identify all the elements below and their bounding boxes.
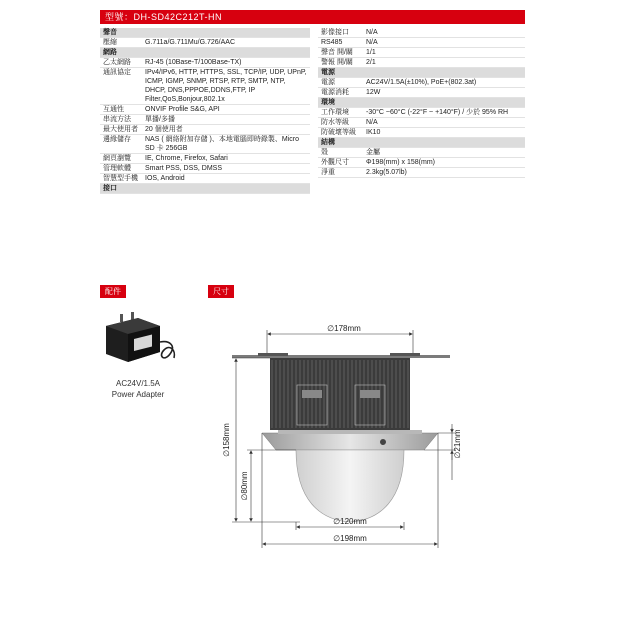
spec-value: 2/1	[366, 59, 376, 66]
spec-key: 工作環境	[321, 109, 349, 116]
section-label: 網路	[103, 49, 117, 56]
spec-key: 串流方法	[103, 116, 131, 123]
spec-value: AC24V/1.5A(±10%), PoE+(802.3at)	[366, 79, 477, 86]
spec-value: Φ198(mm) x 158(mm)	[366, 159, 435, 166]
spec-value: Smart PSS, DSS, DMSS	[145, 165, 223, 172]
spec-value: -30°C ~60°C (-22°F ~ +140°F) / 少於 95% RH	[366, 109, 509, 116]
dim-top-width: ∅178mm	[327, 324, 361, 333]
dimensions-tag: 尺寸	[208, 285, 234, 298]
dim-height: ∅158mm	[222, 423, 231, 457]
section-label: 結構	[321, 139, 335, 146]
spec-value: IOS, Android	[145, 175, 185, 182]
section-label: 環境	[321, 99, 335, 106]
spec-key: 警報 開/關	[321, 59, 353, 66]
spec-key: 互通性	[103, 106, 124, 113]
spec-key: RS485	[321, 39, 343, 46]
dim-dome-width: ∅120mm	[333, 517, 367, 526]
spec-value: 2.3kg(5.07lb)	[366, 169, 407, 176]
spec-key: 防破壞等級	[321, 129, 356, 136]
spec-key: 影像接口	[321, 29, 349, 36]
spec-value: N/A	[366, 29, 378, 36]
spec-value: G.711a/G.711Mu/G.726/AAC	[145, 39, 236, 46]
section-label: 電源	[321, 69, 335, 76]
spec-value: RJ-45 (10Base-T/100Base-TX)	[145, 59, 242, 66]
spec-value: 12W	[366, 89, 381, 96]
adapter-caption: AC24V/1.5A Power Adapter	[111, 379, 165, 399]
spec-value: N/A	[366, 39, 378, 46]
spec-value: 單播/多播	[145, 116, 175, 123]
dim-base-width: ∅198mm	[333, 534, 367, 543]
spec-value: IPv4/IPv6, HTTP, HTTPS, SSL, TCP/IP, UDP, UPnP, ICMP, IGMP, SNMP, RTSP, RTP, SMTP, NTP, DHCP, DNS,PPPOE,DDNS,FTP, IP Filter,QoS,Bonjour,802.1x	[145, 69, 307, 103]
spec-value: N/A	[366, 119, 378, 126]
spec-key: 通訊協定	[103, 69, 131, 76]
spec-key: 壓縮	[103, 39, 117, 46]
spec-key: 邊緣儲存	[103, 136, 131, 143]
spec-value: 20 個使用者	[145, 126, 183, 133]
spec-key: 乙太網路	[103, 59, 131, 66]
spec-key: 智慧型手機	[103, 175, 138, 182]
spec-value: NAS ( 網絡附加存儲 )、本地電腦即時錄製、Micro SD 卡 256GB	[145, 136, 299, 152]
spec-key: 防水等級	[321, 119, 349, 126]
spec-key: 外觀尺寸	[321, 159, 349, 166]
spec-value: 金屬	[366, 149, 380, 156]
spec-value: 1/1	[366, 49, 376, 56]
spec-key: 殼	[321, 149, 328, 156]
dim-dome-height: ∅80mm	[240, 471, 249, 501]
model-title: 型號：DH-SD42C212T-HN	[100, 10, 525, 24]
spec-key: 聲音 開/關	[321, 49, 353, 56]
spec-value: ONVIF Profile S&G, API	[145, 106, 220, 113]
spec-key: 電源消耗	[321, 89, 349, 96]
section-label: 接口	[103, 185, 117, 192]
spec-value: IE, Chrome, Firefox, Safari	[145, 155, 228, 162]
spec-key: 淨重	[321, 169, 335, 176]
dim-flange: ∅21mm	[453, 429, 462, 459]
spec-key: 電源	[321, 79, 335, 86]
spec-key: 最大使用者	[103, 126, 138, 133]
spec-value: IK10	[366, 129, 381, 136]
accessories-tag: 配件	[100, 285, 126, 298]
spec-key: 網頁瀏覽	[103, 155, 131, 162]
section-label: 聲音	[103, 29, 117, 36]
spec-key: 管理軟體	[103, 165, 131, 172]
